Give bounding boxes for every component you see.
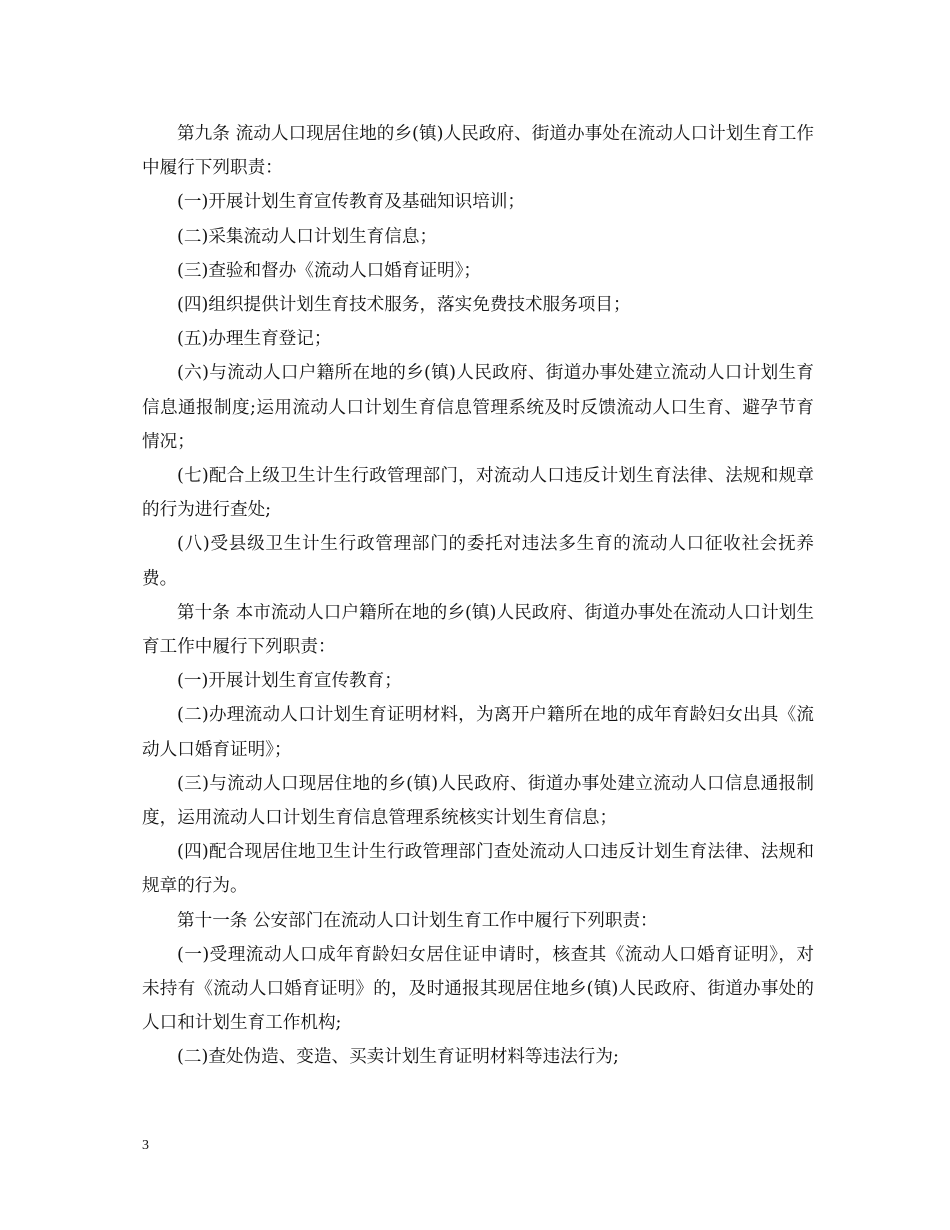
article-11-item-2: (二)查处伪造、变造、买卖计划生育证明材料等违法行为; bbox=[177, 1047, 619, 1068]
article-10-item-3: (三)与流动人口现居住地的乡(镇)人民政府、街道办事处建立流动人口信息通报制度，运用流动人口计划生育信息管理系统核实计划生育信息； bbox=[142, 773, 814, 829]
article-11-heading: 第十一条 公安部门在流动人口计划生育工作中履行下列职责： bbox=[177, 910, 658, 931]
article-10-item-2: (二)办理流动人口计划生育证明材料，为离开户籍所在地的成年育龄妇女出具《流动人口婚育证明》； bbox=[142, 705, 814, 760]
article-10-heading: 第十条 本市流动人口户籍所在地的乡(镇)人民政府、街道办事处在流动人口计划生育工作中履行下列职责： bbox=[142, 602, 814, 658]
page-number: 3 bbox=[142, 1138, 149, 1153]
article-9-item-2: (二)采集流动人口计划生育信息； bbox=[177, 226, 438, 247]
article-9-item-4: (四)组织提供计划生育技术服务，落实免费技术服务项目； bbox=[177, 295, 631, 316]
article-10-item-4: (四)配合现居住地卫生计生行政管理部门查处流动人口违反计划生育法律、法规和规章的行为。 bbox=[142, 842, 814, 897]
document-body bbox=[142, 117, 814, 1075]
article-9-item-5: (五)办理生育登记； bbox=[177, 329, 332, 350]
article-9-heading: 第九条 流动人口现居住地的乡(镇)人民政府、街道办事处在流动人口计划生育工作中履行下列职责： bbox=[142, 124, 814, 179]
article-9-item-8: (八)受县级卫生计生行政管理部门的委托对违法多生育的流动人口征收社会抚养费。 bbox=[142, 534, 814, 589]
article-11-item-1: (一)受理流动人口成年育龄妇女居住证申请时，核查其《流动人口婚育证明》，对未持有《流动人口婚育证明》的，及时通报其现居住地乡(镇)人民政府、街道办事处的人口和计划生育工作机构; bbox=[142, 944, 814, 1034]
article-9-item-1: (一)开展计划生育宣传教育及基础知识培训； bbox=[177, 192, 526, 213]
article-9-item-6: (六)与流动人口户籍所在地的乡(镇)人民政府、街道办事处建立流动人口计划生育信息通报制度;运用流动人口计划生育信息管理系统及时反馈流动人口生育、避孕节育情况； bbox=[142, 363, 814, 452]
article-10-item-1: (一)开展计划生育宣传教育； bbox=[177, 671, 402, 692]
article-9-item-3: (三)查验和督办《流动人口婚育证明》； bbox=[177, 260, 482, 281]
article-9-item-7: (七)配合上级卫生计生行政管理部门，对流动人口违反计划生育法律、法规和规章的行为进行查处; bbox=[142, 466, 814, 521]
